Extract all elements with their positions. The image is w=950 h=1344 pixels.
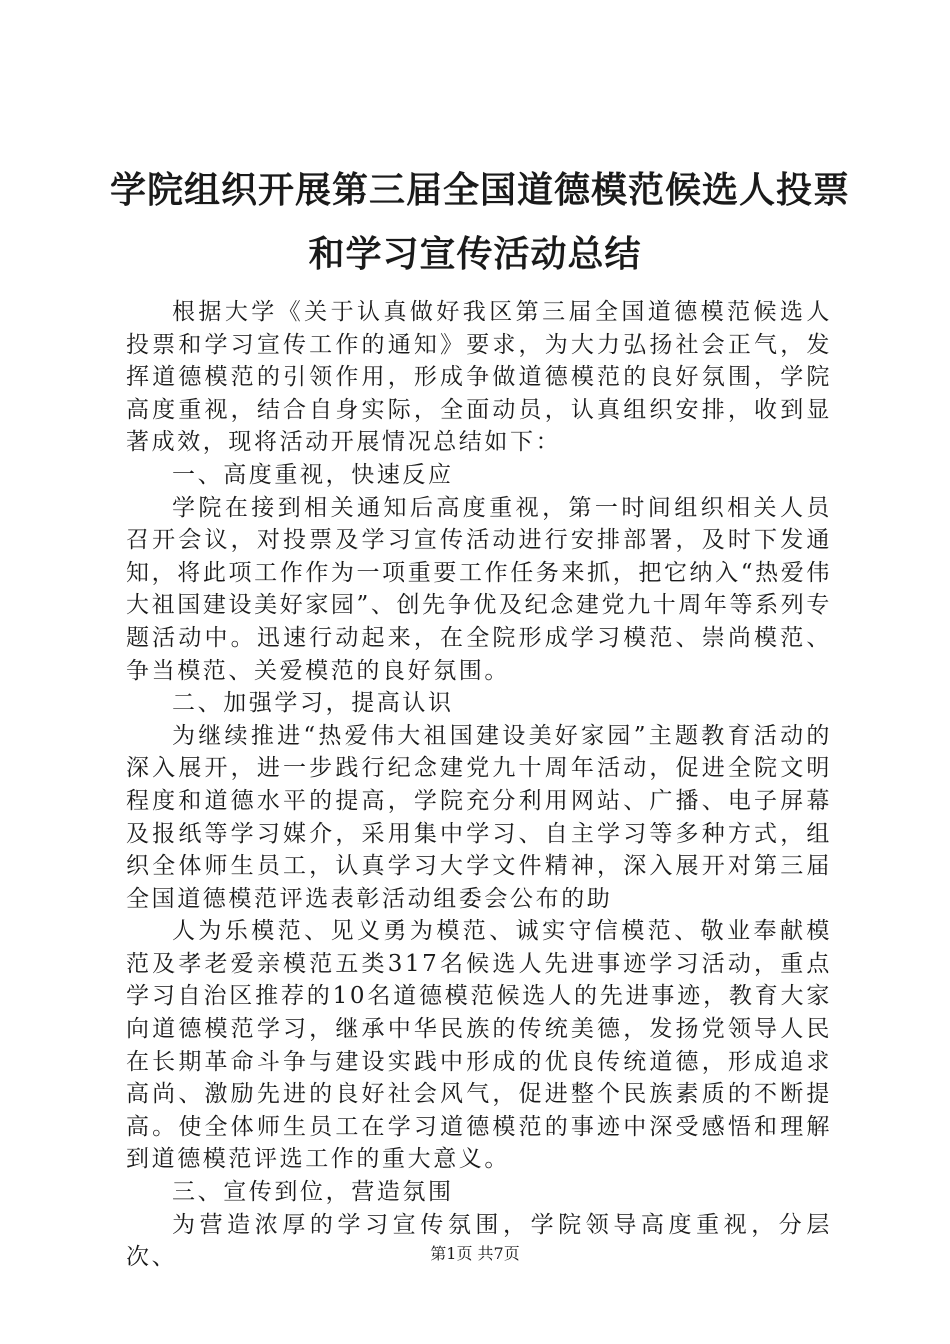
document-title [110, 158, 851, 286]
section-heading-1: 一、高度重视，快速反应 [172, 461, 454, 488]
section-2-paragraph-1: 为继续推进“热爱伟大祖国建设美好家园”主题教育活动的深入展开，进一步践行纪念建党九十周年活动，促进全院文明程度和道德水平的提高，学院充分利用网站、广播、电子屏幕及报纸等学习媒介，采用集中学习、自主学习等多种方式，组织全体师生员工，认真学习大学文件精神，深入展开对第三届全国道德模范评选表彰活动组委会公布的助 [126, 722, 832, 912]
section-3-paragraph: 为营造浓厚的学习宣传氛围，学院领导高度重视，分层次、 [126, 1211, 832, 1271]
section-2-paragraph-2: 人为乐模范、见义勇为模范、诚实守信模范、敬业奉献模范及孝老爱亲模范五类317名候选人先进事迹学习活动，重点学习自治区推荐的10名道德模范候选人的先进事迹，教育大家向道德模范学习，继承中华民族的传统美德，发扬党领导人民在长期革命斗争与建设实践中形成的优良传统道德，形成追求高尚、激励先进的良好社会风气，促进整个民族素质的不断提高。使全体师生员工在学习道德模范的事迹中深受感悟和理解到道德模范评选工作的重大意义。 [126, 918, 832, 1173]
title-line-2: 和学习宣传活动总结 [308, 233, 642, 275]
title-line-1: 学院组织开展第三届全国道德模范候选人投票 [110, 169, 851, 211]
section-heading-3: 三、宣传到位，营造氛围 [172, 1179, 454, 1206]
document-body [126, 296, 832, 1274]
section-1-paragraph: 学院在接到相关通知后高度重视，第一时间组织相关人员召开会议，对投票及学习宣传活动进行安排部署，及时下发通知，将此项工作作为一项重要工作任务来抓，把它纳入“热爱伟大祖国建设美好家园”、创先争优及纪念建党九十周年等系列专题活动中。迅速行动起来，在全院形成学习模范、崇尚模范、争当模范、关爱模范的良好氛围。 [126, 494, 832, 684]
section-heading-2: 二、加强学习，提高认识 [172, 690, 454, 717]
page-footer: 第1页 共7页 [430, 1244, 520, 1263]
intro-paragraph: 根据大学《关于认真做好我区第三届全国道德模范候选人投票和学习宣传工作的通知》要求，为大力弘扬社会正气，发挥道德模范的引领作用，形成争做道德模范的良好氛围，学院高度重视，结合自身实际，全面动员，认真组织安排，收到显著成效，现将活动开展情况总结如下： [126, 299, 832, 456]
